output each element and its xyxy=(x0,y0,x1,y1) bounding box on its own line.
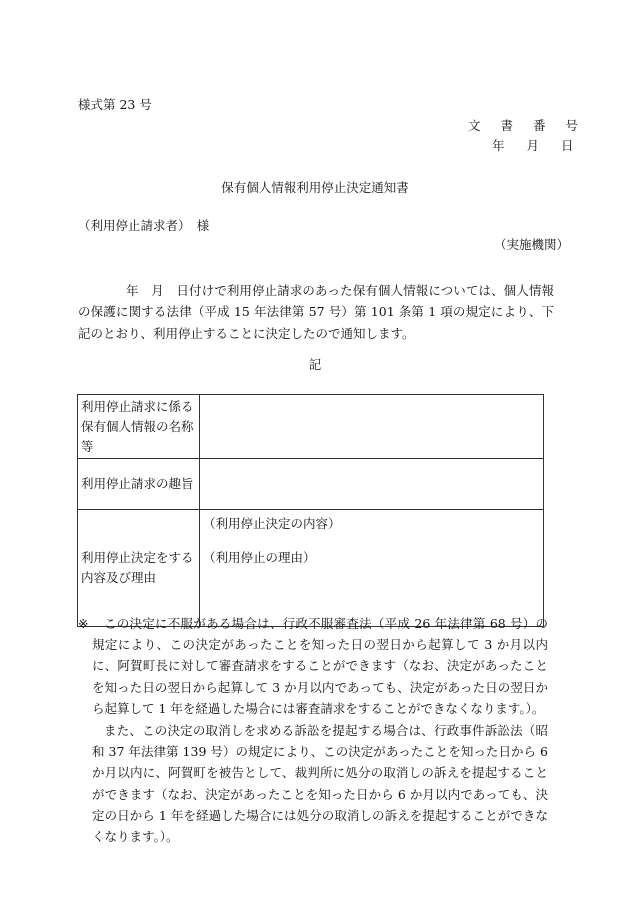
implementing-agency: （実施機関） xyxy=(494,237,570,252)
decision-details-table xyxy=(77,394,544,627)
table-row-label: 利用停止請求の趣旨 xyxy=(78,459,200,510)
appeal-note xyxy=(78,613,548,719)
decision-content-heading: （利用停止決定の内容） xyxy=(203,516,341,531)
table-row-label: 利用停止請求に係る保有個人情報の名称等 xyxy=(78,395,200,459)
table-row-content xyxy=(200,459,544,510)
table-row xyxy=(78,510,544,627)
table-row xyxy=(78,395,544,459)
date-label: 年 月 日 xyxy=(492,138,583,153)
document-title: 保有個人情報利用停止決定通知書 xyxy=(221,180,409,195)
lawsuit-note: また、この決定の取消しを求める訴訟を提起する場合は、行政事件訴訟法（昭和 37 年法律第 139 号）の規定により、この決定があったことを知った日から 6 か月以内に、阿賀町を被告として、裁判所に処分の取消しの訴えを提起することができます（なお、決定があったことを知った日から 6 か月以内であっても、決定の日から 1 年を経過した場合には処分の取消しの訴えを提起することができなくなります。）。 xyxy=(92,723,548,845)
requester-addressee: （利用停止請求者） 様 xyxy=(78,218,210,233)
notice-body-paragraph: 年 月 日付けで利用停止請求のあった保有個人情報については、個人情報の保護に関する法律（平成 15 年法律第 57 号）第 101 条第 1 項の規定により、下記のとおり、利用停止することに決定したので通知します。 xyxy=(78,283,554,341)
document-number-label: 文 書 番 号 xyxy=(468,118,586,133)
appeal-note-text: この決定に不服がある場合は、行政不服審査法（平成 26 年法律第 68 号）の規定により、この決定があったことを知った日の翌日から起算して 3 か月以内に、阿賀町長に対して審査請求をすることができます（なお、決定があったことを知った日の翌日から起算して 3 か月以内であっても、決定があった日の翌日から起算して 1 年を経過した場合には審査請求をすることができなくなります。）。 xyxy=(92,616,548,716)
reference-mark: ※ xyxy=(78,616,89,631)
decision-reason-heading: （利用停止の理由） xyxy=(203,550,316,565)
form-number: 様式第 23 号 xyxy=(78,97,152,112)
table-row-content xyxy=(200,510,544,627)
table-row-content xyxy=(200,395,544,459)
ki-heading: 記 xyxy=(308,357,322,372)
table-row xyxy=(78,459,544,510)
table-row-label: 利用停止決定をする内容及び理由 xyxy=(78,510,200,627)
